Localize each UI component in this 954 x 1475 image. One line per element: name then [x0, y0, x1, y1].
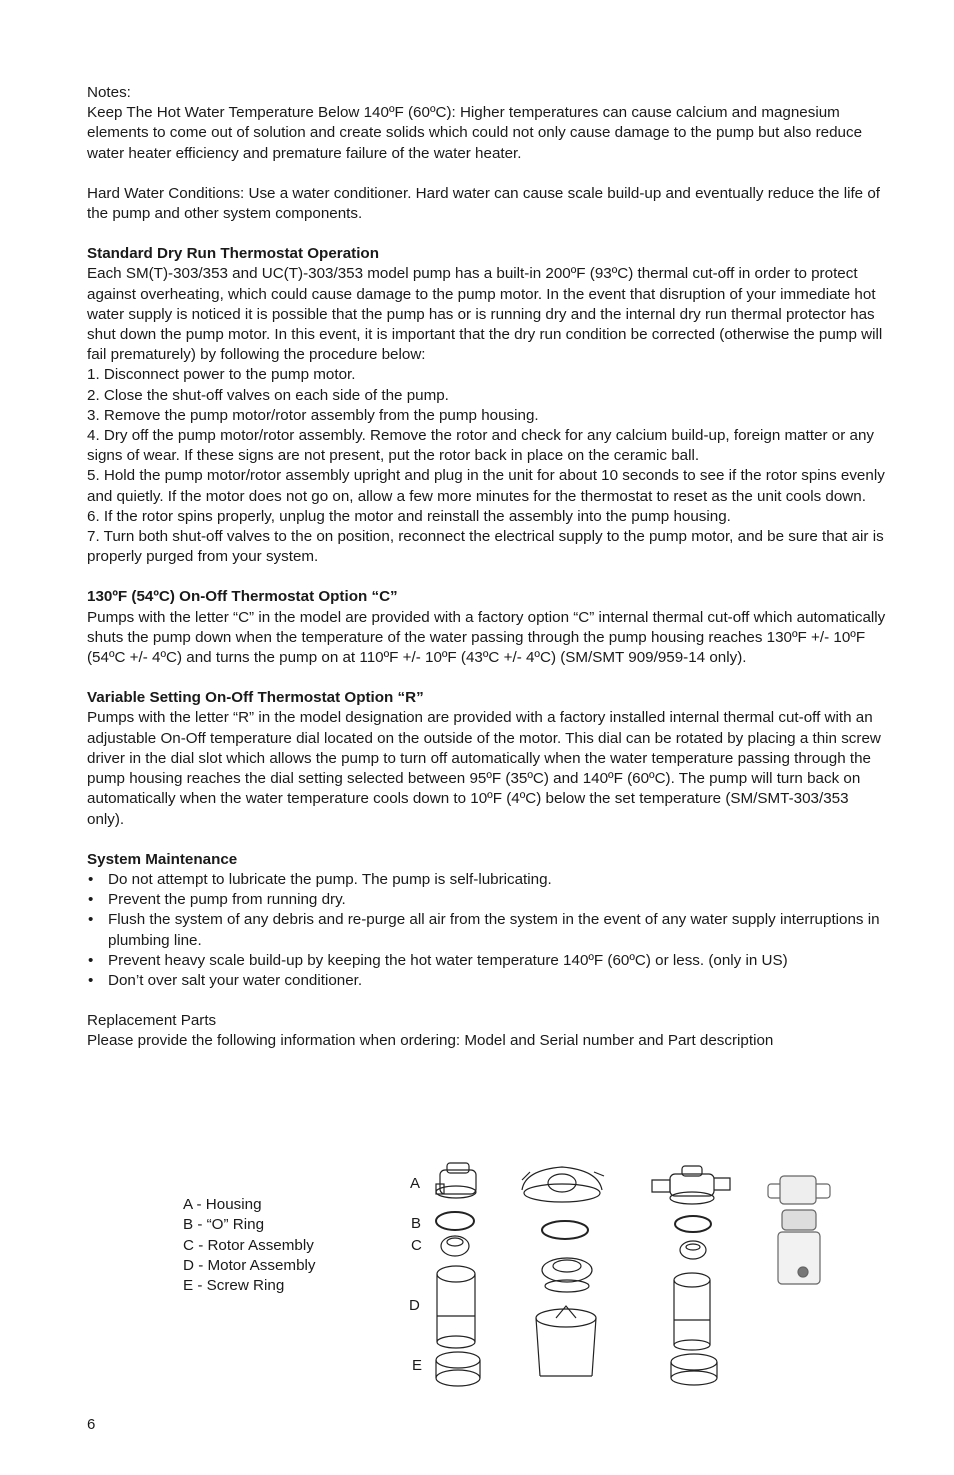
notes-hard-water: Hard Water Conditions: Use a water conditioner. Hard water can cause scale build-up and eventually reduce the life of the pump and other system components.	[87, 184, 880, 223]
legend-item: A - Housing	[183, 1196, 262, 1213]
page-number: 6	[87, 1416, 96, 1433]
housing-icon	[652, 1166, 730, 1204]
diagram-letter-d: D	[409, 1297, 420, 1314]
dry-run-step: 2. Close the shut-off valves on each side of the pump.	[87, 386, 449, 404]
pump-2-exploded-icon	[522, 1167, 604, 1376]
motor-icon	[536, 1306, 596, 1376]
legend-item: E - Screw Ring	[183, 1277, 285, 1295]
notes-temperature: Keep The Hot Water Temperature Below 140ºF (60ºC): Higher temperatures can cause calcium and magnesium elements to come out of solution and create solids which could not only cause damage to the pump but also reduce water heater efficiency and premature failure of the water heater.	[87, 104, 863, 162]
maintenance-item: • Flush the system of any debris and re-purge all air from the system in the event of any water supply interruptions in plumbing line.	[87, 910, 887, 950]
housing-icon	[522, 1167, 604, 1202]
dry-run-step: 6. If the rotor spins properly, unplug the motor and reinstall the assembly into the pump housing.	[87, 507, 731, 525]
legend-item: B - “O” Ring	[183, 1216, 265, 1234]
diagram-letter-e: E	[412, 1357, 423, 1374]
rotor-icon	[441, 1236, 469, 1256]
diagram-letter-c: C	[411, 1237, 422, 1254]
option-r-body: Pumps with the letter “R” in the model designation are provided with a factory installed internal thermal cut-off with an adjustable On-Off temperature dial located on the outside of the motor. This dial can be rotated by placing a thin screw driver in the dial slot which allows the pump to turn off automatically when the water temperature passing through the pump housing reaches the dial setting selected between 95ºF (35ºC) and 140ºF (60ºC). The pump will turn back on automatically when the water temperature cools down to 10ºF (4ºC) below the set temperature (SM/SMT-303/353 only).	[87, 709, 881, 828]
pump-1-exploded-icon	[436, 1163, 480, 1386]
pump-3-exploded-icon	[652, 1166, 730, 1385]
replacement-heading: Replacement Parts	[87, 1012, 217, 1030]
motor-icon	[674, 1273, 710, 1350]
dry-run-intro: Each SM(T)-303/353 and UC(T)-303/353 model pump has a built-in 200ºF (93ºC) thermal cut-off in order to protect against overheating, which could cause damage to the pump motor. In the event that disruption of your immediate hot water supply is noticed it is possible that the pump has or is running dry and the internal dry run thermal protector has shut down the pump motor. In this event, it is important that the dry run condition be corrected (otherwise the pump will fail prematurely) by following the procedure below:	[87, 265, 883, 364]
diagram-letter-b: B	[411, 1215, 422, 1232]
diagram-letter-a: A	[410, 1175, 421, 1192]
dry-run-step: 7. Turn both shut-off valves to the on position, reconnect the electrical supply to the pump motor, and be sure that air is properly purged from your system.	[87, 528, 884, 566]
assembled-pump-icon	[768, 1176, 830, 1284]
motor-icon	[437, 1266, 475, 1348]
dry-run-step: 5. Hold the pump motor/rotor assembly upright and plug in the unit for about 10 seconds to see if the rotor spins evenly and quietly. If the motor does not go on, allow a few more minutes for the thermostat to reset as the unit cools down.	[87, 467, 885, 505]
maintenance-item: • Prevent heavy scale build-up by keeping the hot water temperature 140ºF (60ºC) or less. (only in US)	[87, 951, 887, 971]
option-c-body: Pumps with the letter “C” in the model are provided with a factory option “C” internal thermal cut-off which automatically shuts the pump down when the temperature of the water passing through the pump housing reaches 130ºF +/- 10ºF (54ºC +/- 4ºC) and turns the pump on at 110ºF +/- 10ºF (43ºC +/- 4ºC) (SM/SMT 909/959-14 only).	[87, 608, 886, 667]
dry-run-heading: Standard Dry Run Thermostat Operation	[87, 245, 379, 263]
dry-run-step: 1. Disconnect power to the pump motor.	[87, 366, 356, 384]
replacement-body: Please provide the following information when ordering: Model and Serial number and Part description	[87, 1032, 774, 1050]
maintenance-item: • Do not attempt to lubricate the pump. The pump is self-lubricating.	[87, 870, 887, 890]
notes-label: Notes:	[87, 84, 131, 101]
maintenance-item: • Don’t over salt your water conditioner.	[87, 971, 887, 991]
maintenance-item: • Prevent the pump from running dry.	[87, 890, 887, 910]
legend-item: C - Rotor Assembly	[183, 1236, 314, 1254]
dry-run-step: 3. Remove the pump motor/rotor assembly from the pump housing.	[87, 406, 539, 424]
rotor-icon	[542, 1258, 592, 1292]
option-r-heading: Variable Setting On-Off Thermostat Option “R”	[87, 689, 424, 707]
screw-ring-icon	[436, 1352, 480, 1386]
screw-ring-icon	[671, 1354, 717, 1385]
o-ring-icon	[436, 1212, 474, 1230]
o-ring-icon	[675, 1216, 711, 1232]
rotor-icon	[680, 1241, 706, 1259]
maintenance-heading: System Maintenance	[87, 850, 238, 868]
dry-run-step: 4. Dry off the pump motor/rotor assembly. Remove the rotor and check for any calcium build-up, foreign matter or any signs of wear. If these signs are not present, put the rotor back in place on the ceramic ball.	[87, 427, 875, 465]
housing-icon	[436, 1163, 476, 1198]
o-ring-icon	[542, 1221, 588, 1239]
legend-item: D - Motor Assembly	[183, 1256, 316, 1274]
option-c-heading: 130ºF (54ºC) On-Off Thermostat Option “C”	[87, 588, 398, 606]
